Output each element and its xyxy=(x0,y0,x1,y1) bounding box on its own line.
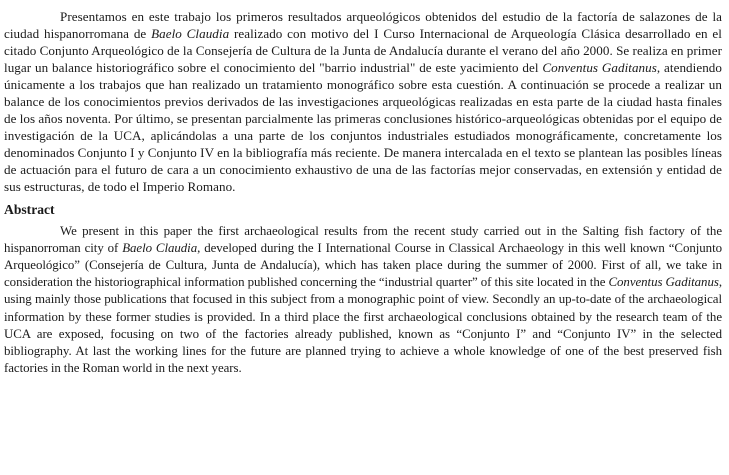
resumen-city-name: Baelo Claudia xyxy=(151,26,230,42)
document-page xyxy=(4,8,722,377)
abstract-text-3: , using mainly those publications that focused in this subject from a monographic point of view. Secondly an up-to-date of the archaeological information by these former studies is provided. In a third place the first archaeological conclusions obtained by the research team of the UCA are exposed, focusing on two of the factories already published, known as “Conjunto I” and “Conjunto IV” in the selected bibliography. At last the working lines for the future are planned trying to achieve a whole knowledge of one of the best preserved fish factories in the Roman world in the next years. xyxy=(4,275,723,376)
resumen-text-2: realizado con motivo del I Curso Internacional de Arqueología Clásica desarrollado en el citado Conjunto Arqueológico de la Consejería de Cultura de la Junta de Andalucía durante el verano del año 2000. Se realiza en primer lugar un balance historiográfico sobre el conocimiento del "barrio industrial" de este yacimiento del xyxy=(4,26,722,76)
abstract-text-1: We present in this paper the first archaeological results from the recent study carried out in the Salting fish factory of the hispanorroman city of xyxy=(4,223,722,255)
resumen-paragraph xyxy=(4,8,722,196)
abstract-text-2: , developed during the I International Course in Classical Archaeology in this well known “Conjunto Arqueológico” (Consejería de Cultura, Junta de Andalucía), which has taken place during the summer of 2000. First of all, we take in consideration the historiographical information published concerning the “industrial quarter” of this site located in the xyxy=(4,240,722,290)
abstract-city-name: Baelo Claudia xyxy=(122,240,198,255)
resumen-conventus-name: Conventus Gaditanus xyxy=(542,60,657,76)
abstract-heading: Abstract xyxy=(4,201,55,217)
abstract-paragraph xyxy=(4,223,722,378)
resumen-text-3: , atendiendo únicamente a los trabajos que han realizado un tratamiento monográfico sobre esta cuestión. A continuación se procede a realizar un balance de los conocimientos previos derivados de las investigaciones arqueológicas realizadas en esta parte de la ciudad hasta finales de los años noventa. Por último, se presentan parcialmente las primeras conclusiones histórico-arqueológicas obtenidas por el equipo de investigación de la UCA, aplicándolas a una parte de los conjuntos industriales estudiados monográficamente, concretamente los denominados Conjunto I y Conjunto IV en la bibliografía más reciente. De manera intercalada en el texto se plantean las posibles líneas de actuación para el futuro de cara a un conocimiento exhaustivo de una de las factorías mejor conservadas, en extensión y entidad de sus estructuras, de todo el Imperio Romano. xyxy=(4,60,722,195)
abstract-conventus-name: Conventus Gaditanus xyxy=(608,275,719,290)
resumen-text-1: Presentamos en este trabajo los primeros resultados arqueológicos obtenidos del estudio de la factoría de salazones de la ciudad hispanorromana de xyxy=(4,9,722,42)
